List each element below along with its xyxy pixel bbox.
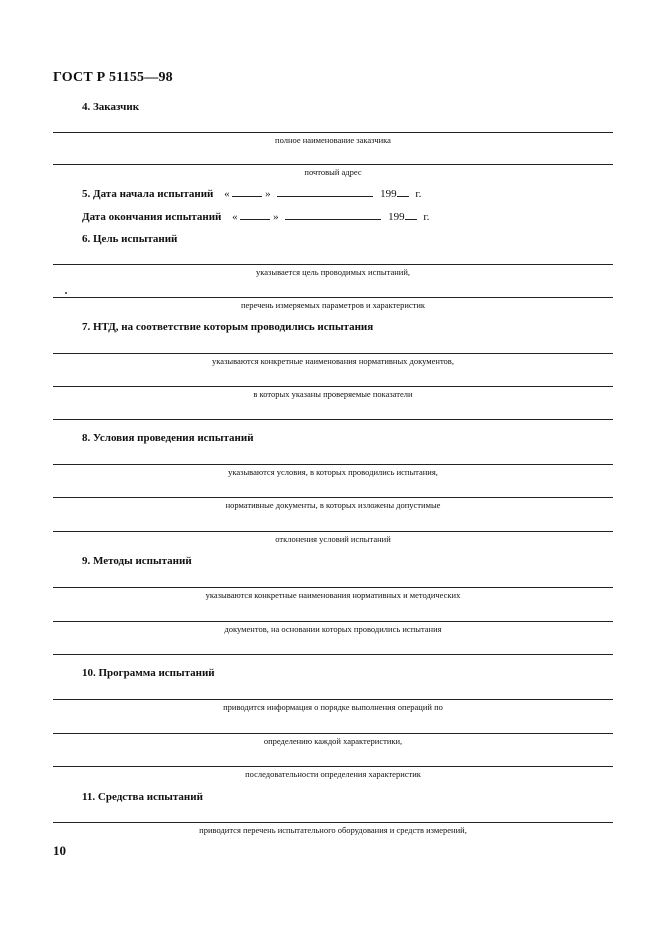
document-header: ГОСТ Р 51155—98 bbox=[53, 70, 173, 85]
field-line-program-operations[interactable] bbox=[53, 699, 613, 700]
field-line-condition-deviations[interactable] bbox=[53, 531, 613, 532]
field-line-characteristic-sequence[interactable] bbox=[53, 766, 613, 767]
caption-normative-docs: указываются конкретные наименования нормативных документов, bbox=[212, 356, 454, 366]
caption-method-docs: документов, на основании которых проводились испытания bbox=[224, 624, 442, 634]
start-date-label: 5. Дата начала испытаний bbox=[82, 188, 214, 200]
start-year-suffix: г. bbox=[415, 188, 422, 200]
caption-characteristic-sequence: последовательности определения характеристик bbox=[245, 769, 421, 779]
caption-condition-deviations: отклонения условий испытаний bbox=[275, 534, 391, 544]
start-year-prefix: 199 bbox=[380, 188, 397, 200]
start-day-field[interactable] bbox=[232, 187, 262, 197]
field-line-test-conditions[interactable] bbox=[53, 464, 613, 465]
caption-each-characteristic: определению каждой характеристики, bbox=[263, 736, 403, 746]
section-11-title: 11. Средства испытаний bbox=[82, 791, 203, 803]
field-line-checked-indicators[interactable] bbox=[53, 386, 613, 387]
field-line-test-purpose[interactable] bbox=[53, 264, 613, 265]
start-day-open-quote: « bbox=[224, 188, 230, 200]
section-8-title: 8. Условия проведения испытаний bbox=[82, 432, 254, 444]
end-year-prefix: 199 bbox=[388, 211, 405, 223]
start-month-field[interactable] bbox=[277, 187, 373, 197]
end-day-open-quote: « bbox=[232, 211, 238, 223]
end-day-field[interactable] bbox=[240, 210, 270, 220]
caption-measured-params: перечень измеряемых параметров и характеристик bbox=[240, 300, 426, 310]
field-line-postal-address[interactable] bbox=[53, 164, 613, 165]
end-date-label: Дата окончания испытаний bbox=[82, 211, 222, 223]
caption-test-conditions: указываются условия, в которых проводились испытания, bbox=[228, 467, 438, 477]
section-4-title: 4. Заказчик bbox=[82, 101, 140, 113]
section-6-title: 6. Цель испытаний bbox=[82, 233, 178, 245]
field-line-measured-params[interactable] bbox=[53, 297, 613, 298]
field-line-method-docs[interactable] bbox=[53, 621, 613, 622]
start-day-close-quote: » bbox=[265, 188, 271, 200]
caption-postal-address: почтовый адрес bbox=[304, 167, 362, 177]
start-year-field[interactable] bbox=[397, 187, 409, 197]
scan-speck bbox=[65, 292, 67, 294]
field-line-condition-docs[interactable] bbox=[53, 497, 613, 498]
field-line-test-methods[interactable] bbox=[53, 587, 613, 588]
field-line-normative-docs[interactable] bbox=[53, 353, 613, 354]
caption-test-methods: указываются конкретные наименования нормативных и методических bbox=[205, 590, 461, 600]
end-day-close-quote: » bbox=[273, 211, 279, 223]
caption-program-operations: приводится информация о порядке выполнения операций по bbox=[223, 702, 443, 712]
caption-checked-indicators: в которых указаны проверяемые показатели bbox=[253, 389, 413, 399]
end-month-field[interactable] bbox=[285, 210, 381, 220]
test-start-date-row bbox=[82, 187, 421, 200]
field-line-section-7-extra[interactable] bbox=[53, 419, 613, 420]
section-7-title: 7. НТД, на соответствие которым проводились испытания bbox=[82, 321, 374, 333]
field-line-customer-name[interactable] bbox=[53, 132, 613, 133]
caption-condition-docs: нормативные документы, в которых изложены допустимые bbox=[225, 500, 441, 510]
field-line-test-equipment[interactable] bbox=[53, 822, 613, 823]
caption-customer-name: полное наименование заказчика bbox=[275, 135, 391, 145]
field-line-each-characteristic[interactable] bbox=[53, 733, 613, 734]
field-line-section-9-extra[interactable] bbox=[53, 654, 613, 655]
page-number: 10 bbox=[53, 843, 66, 858]
test-end-date-row bbox=[82, 210, 429, 223]
end-year-field[interactable] bbox=[405, 210, 417, 220]
caption-test-purpose: указывается цель проводимых испытаний, bbox=[255, 267, 411, 277]
section-9-title: 9. Методы испытаний bbox=[82, 555, 192, 567]
section-10-title: 10. Программа испытаний bbox=[82, 667, 215, 679]
end-year-suffix: г. bbox=[423, 211, 430, 223]
caption-test-equipment: приводится перечень испытательного оборудования и средств измерений, bbox=[199, 825, 467, 835]
